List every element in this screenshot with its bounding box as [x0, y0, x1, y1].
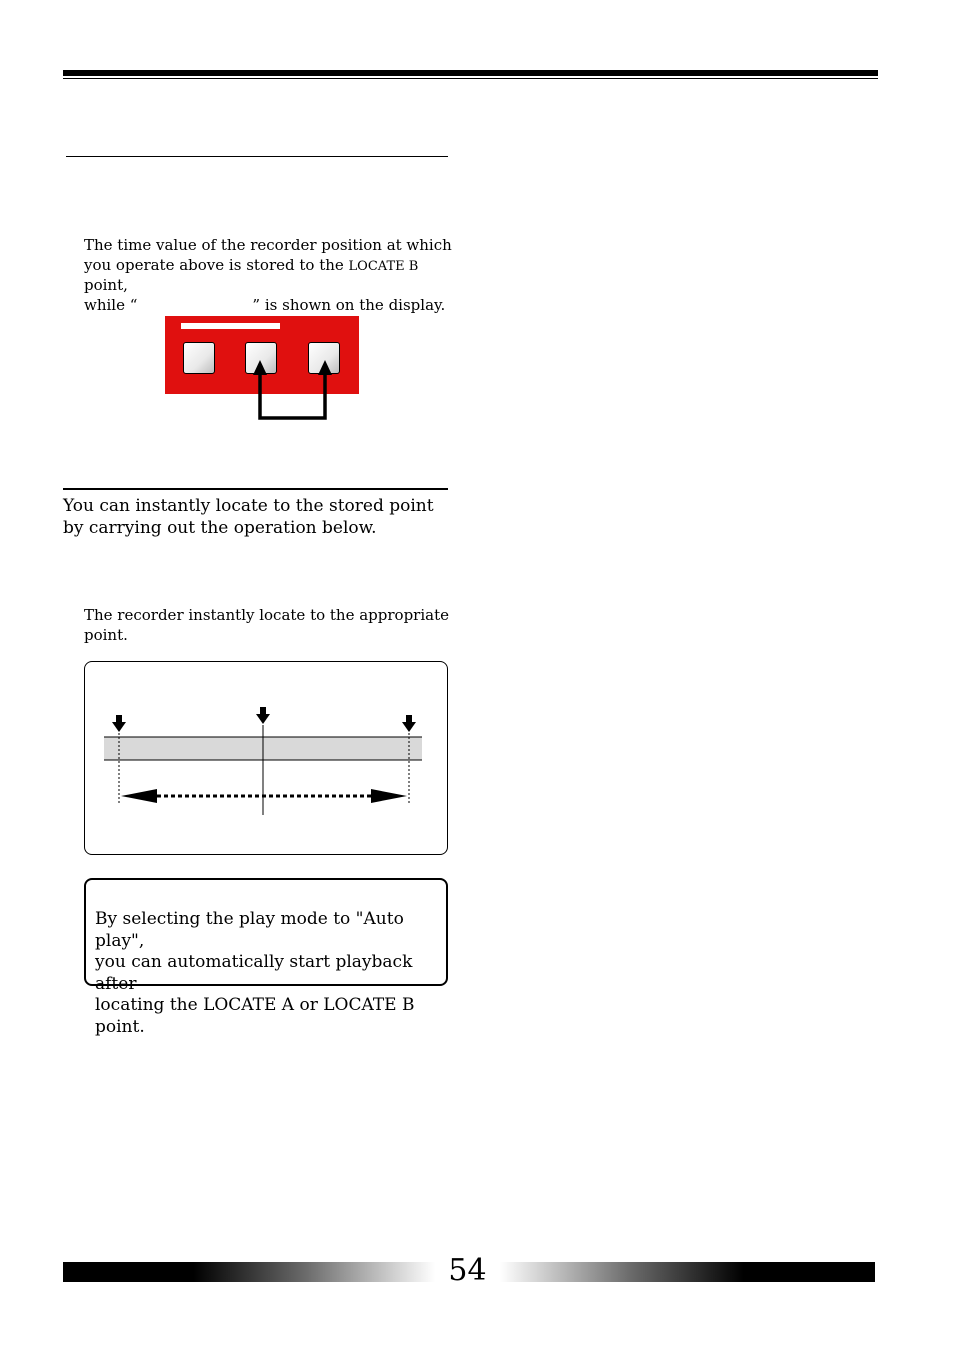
- page-number: 54: [448, 1253, 487, 1288]
- locate-result-note: The recorder instantly locate to the appropriate point.: [84, 606, 450, 644]
- footer-gradient-right: [500, 1262, 875, 1282]
- footer-gradient-left: [63, 1262, 435, 1282]
- marker-locate-a-arrow: [112, 715, 126, 732]
- tip-text: By selecting the play mode to "Auto play", you can automatically start playback after locating the LOCATE A or LOCATE B point.: [95, 909, 415, 1037]
- locate-intro-text: You can instantly locate to the stored point by carrying out the operation below.: [63, 496, 434, 538]
- marker-current-arrow: [256, 707, 270, 724]
- marker-locate-b-arrow: [402, 715, 416, 732]
- locate-b-store-note: The time value of the recorder position at which you operate above is stored to the LOCATE B point, while “ ” is shown on the display.: [84, 236, 452, 314]
